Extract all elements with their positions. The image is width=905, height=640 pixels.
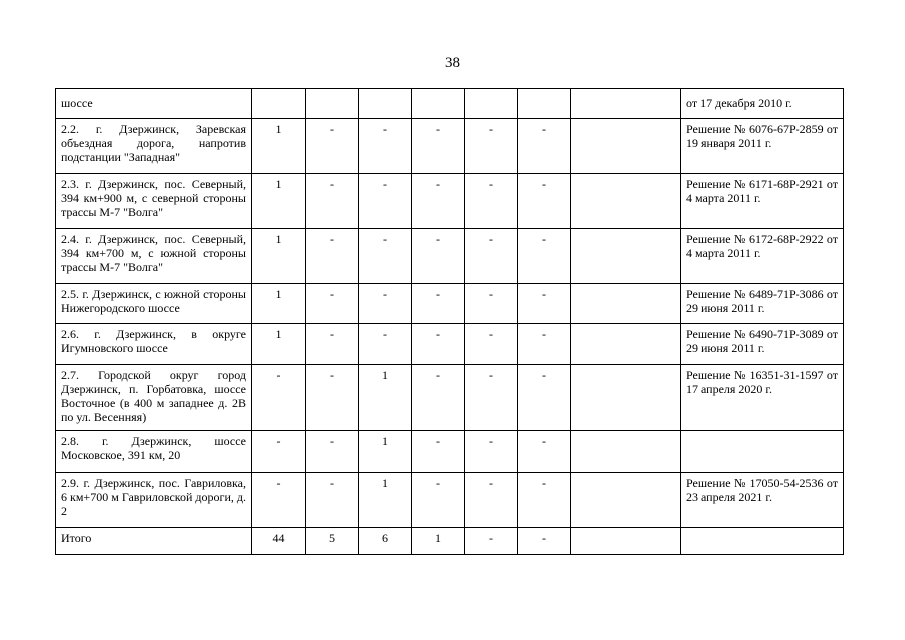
cell-count-3: - <box>359 229 412 284</box>
cell-count-6: - <box>518 528 571 555</box>
cell-count-4: - <box>412 284 465 324</box>
cell-count-1: 1 <box>252 324 306 365</box>
cell-count-3: - <box>359 174 412 229</box>
table-row <box>56 284 844 324</box>
cell-empty <box>571 284 681 324</box>
cell-count-6: - <box>518 284 571 324</box>
cell-object-name: 2.9. г. Дзержинск, пос. Гавриловка, 6 км+700 м Гавриловской дороги, д. 2 <box>56 473 252 528</box>
cell-count-5: - <box>465 473 518 528</box>
cell-count-6: - <box>518 174 571 229</box>
table-row <box>56 324 844 365</box>
cell-count-1: - <box>252 431 306 473</box>
cell-count-2: - <box>306 324 359 365</box>
cell-empty <box>571 324 681 365</box>
cell-count-6: - <box>518 365 571 431</box>
cell-count-4: - <box>412 174 465 229</box>
cell-object-name: 2.6. г. Дзержинск, в округе Игумновского шоссе <box>56 324 252 365</box>
cell-empty <box>571 365 681 431</box>
cell-count-2: - <box>306 119 359 174</box>
cell-count-5 <box>465 89 518 119</box>
cell-decision: Решение № 6172-68Р-2922 от 4 марта 2011 г. <box>681 229 844 284</box>
cell-object-name: 2.3. г. Дзержинск, пос. Северный, 394 км+900 м, с северной стороны трассы М-7 "Волга" <box>56 174 252 229</box>
cell-count-3: 1 <box>359 365 412 431</box>
cell-count-2: - <box>306 284 359 324</box>
cell-count-2: - <box>306 174 359 229</box>
cell-count-6 <box>518 89 571 119</box>
cell-object-name: шоссе <box>56 89 252 119</box>
cell-decision <box>681 528 844 555</box>
cell-count-3: - <box>359 324 412 365</box>
cell-count-4: - <box>412 431 465 473</box>
cell-count-5: - <box>465 174 518 229</box>
table-row <box>56 174 844 229</box>
cell-count-6: - <box>518 119 571 174</box>
table-row <box>56 431 844 473</box>
cell-empty <box>571 431 681 473</box>
cell-count-6: - <box>518 229 571 284</box>
cell-count-4: - <box>412 229 465 284</box>
cell-object-name: 2.8. г. Дзержинск, шоссе Московское, 391 км, 20 <box>56 431 252 473</box>
cell-empty <box>571 119 681 174</box>
cell-count-1 <box>252 89 306 119</box>
cell-count-5: - <box>465 119 518 174</box>
cell-count-6: - <box>518 431 571 473</box>
cell-count-2 <box>306 89 359 119</box>
cell-object-name: 2.5. г. Дзержинск, с южной стороны Нижегородского шоссе <box>56 284 252 324</box>
cell-object-name: 2.2. г. Дзержинск, Заревская объездная дорога, напротив подстанции "Западная" <box>56 119 252 174</box>
cell-count-4: - <box>412 324 465 365</box>
cell-empty <box>571 89 681 119</box>
cell-empty <box>571 528 681 555</box>
table-row <box>56 119 844 174</box>
cell-count-1: - <box>252 365 306 431</box>
cell-count-2: - <box>306 473 359 528</box>
table-row <box>56 89 844 119</box>
cell-count-3: 6 <box>359 528 412 555</box>
cell-count-4: - <box>412 119 465 174</box>
table-row <box>56 229 844 284</box>
cell-count-5: - <box>465 365 518 431</box>
cell-count-1: 1 <box>252 284 306 324</box>
cell-object-name: 2.4. г. Дзержинск, пос. Северный, 394 км+700 м, с южной стороны трассы М-7 "Волга" <box>56 229 252 284</box>
cell-count-4: - <box>412 473 465 528</box>
cell-count-1: 1 <box>252 174 306 229</box>
cell-empty <box>571 229 681 284</box>
cell-count-3: - <box>359 119 412 174</box>
cell-object-name: Итого <box>56 528 252 555</box>
page-number: 38 <box>445 55 460 71</box>
cell-count-5: - <box>465 431 518 473</box>
cell-count-5: - <box>465 229 518 284</box>
cell-decision: Решение № 6490-71Р-3089 от 29 июня 2011 г. <box>681 324 844 365</box>
cell-decision: Решение № 6076-67Р-2859 от 19 января 2011 г. <box>681 119 844 174</box>
table-row <box>56 365 844 431</box>
cell-count-4 <box>412 89 465 119</box>
cell-decision <box>681 431 844 473</box>
table-body <box>56 89 844 555</box>
cell-count-3: 1 <box>359 473 412 528</box>
cell-count-1: 44 <box>252 528 306 555</box>
cell-object-name: 2.7. Городской округ город Дзержинск, п. Горбатовка, шоссе Восточное (в 400 м западнее д. 2В по ул. Весенняя) <box>56 365 252 431</box>
cell-empty <box>571 174 681 229</box>
cell-count-2: - <box>306 431 359 473</box>
table-row <box>56 528 844 555</box>
cell-count-5: - <box>465 528 518 555</box>
cell-count-6: - <box>518 324 571 365</box>
cell-count-1: 1 <box>252 229 306 284</box>
cell-decision: от 17 декабря 2010 г. <box>681 89 844 119</box>
cell-count-6: - <box>518 473 571 528</box>
cell-count-2: - <box>306 365 359 431</box>
cell-count-5: - <box>465 284 518 324</box>
cell-empty <box>571 473 681 528</box>
cell-count-4: - <box>412 365 465 431</box>
table-row <box>56 473 844 528</box>
cell-count-3 <box>359 89 412 119</box>
cell-count-1: - <box>252 473 306 528</box>
cell-decision: Решение № 16351-31-1597 от 17 апреля 2020 г. <box>681 365 844 431</box>
cell-count-3: 1 <box>359 431 412 473</box>
registry-table <box>55 88 844 555</box>
cell-decision: Решение № 6489-71Р-3086 от 29 июня 2011 г. <box>681 284 844 324</box>
cell-count-2: - <box>306 229 359 284</box>
cell-decision: Решение № 17050-54-2536 от 23 апреля 2021 г. <box>681 473 844 528</box>
cell-count-3: - <box>359 284 412 324</box>
cell-decision: Решение № 6171-68Р-2921 от 4 марта 2011 г. <box>681 174 844 229</box>
cell-count-5: - <box>465 324 518 365</box>
cell-count-1: 1 <box>252 119 306 174</box>
cell-count-2: 5 <box>306 528 359 555</box>
cell-count-4: 1 <box>412 528 465 555</box>
